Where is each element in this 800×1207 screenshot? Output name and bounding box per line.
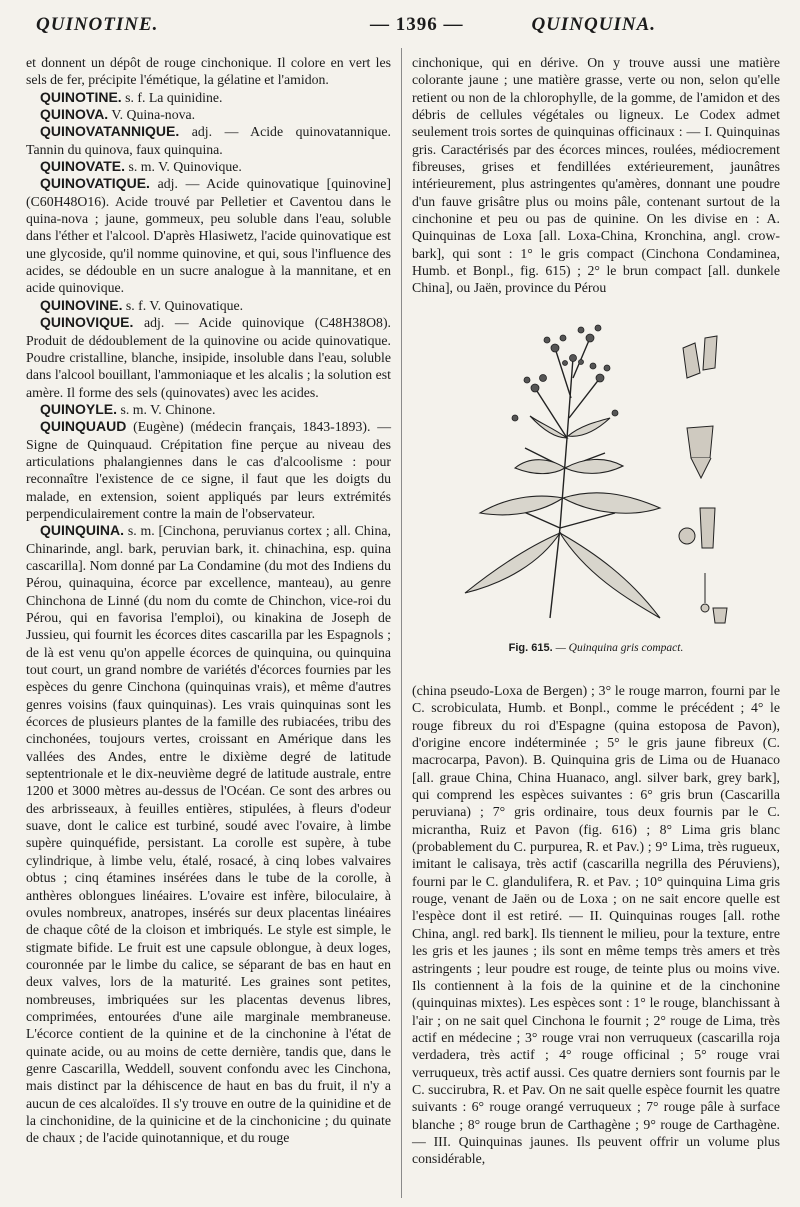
entry-body: V. Quina-nova. [108,107,196,123]
left-column [26,54,391,1147]
entry-body: s. m. V. Quinovique. [125,159,242,175]
entry-quinquina [26,522,391,1146]
header-left-entry: QUINOTINE. [36,14,159,35]
entry-quinovatannique [26,123,391,158]
entry-body: s. f. V. Quinovatique. [122,297,244,313]
entry-body: adj. — Acide quinovatique [quinovine] (C60H48O16). Acide trouvé par Pelletier et Caventou dans le quina-nova ; jaune, gommeux, peu soluble dans l'eau, soluble dans l'éther et l'alcool. D'après Hlasiwetz, l'acide quinovatique est une glycoside, qu'il nomme quinovine, et qui, sous l'influence des acides, se dédouble en un sucre analogue à la mannitane, et en acide quinovique. [26,176,391,296]
entry-head: QUINOVATANNIQUE. [40,123,180,140]
entry-head: QUINOYLE. [40,400,118,417]
entry-quinquaud [26,418,391,522]
entry-body: adj. — Acide quinovique (C48H38O8). Produit de dédoublement de la quinovine ou acide quinovatique. Poudre cristalline, blanche, insipide, insoluble dans l'eau, soluble dans l'alcool bouillant, l'ammoniaque et les alcalis ; la solution est amère. Il forme des sels (quinovates) avec les acides. [26,315,391,400]
continued-paragraph: (china pseudo-Loxa de Bergen) ; 3° le rouge marron, fourni par le C. scrobiculata, Humb. et Bonpl., comme le précédent ; 4° le rouge fibreux du roi d'Espagne (quina estoposa de Pavon), d'origine encore indéterminée ; 5° le gris jaune fibreux (C. macrocarpa, Pavon). B. Quinquina gris de Lima ou de Huanaco [all. graue China, China Huanaco, angl. silver bark, grey bark], qui comprend les espèces suivantes : 6° gris brun (Cascarilla peruviana) ; 7° gris ordinaire, tous deux fournis par le C. micrantha, Ruiz et Pavon (fig. 616) ; 8° Lima gris blanc (probablement du C. purpurea, R. et Pav.) ; 9° Lima, très rugueux, imitant le calisaya, très actif (cascarilla negrilla des Péruviens), fourni par le C. glandulifera, R. et Pav. ; 10° quinquina Lima gris rouge, venant de Jaën ou de Loxa ; on ne sait encore quelle est l'espèce dont il est retiré. — II. Quinquinas rouges [all. rothe China, angl. red bark]. Ils tiennent le milieu, pour la texture, entre les gris et les jaunes ; ils sont en même temps très amers et très astringents ; leur poudre est rouge, de teinte plus ou moins vive. Ils contiennent à la fois de la quinine et de la cinchonine (quinquinas mixtes). Les espèces sont : 1° le rouge, blanchissant à l'air ; on ne sait quel Cinchona le fournit ; 2° rouge de Lima, très actif en médecine ; 3° rouge vrai non verruqueux (cascarilla roja verdadera, très actif ; 4° rouge officinal ; 5° rouge vrai verruqueux, très actif aussi. Ces quatre derniers sont fournis par le C. succirubra, R. et Pav. On ne sait quelle espèce fournit les quatre suivants : 6° rouge orangé verruqueux ; 7° rouge pâle à surface blanche ; 8° rouge brun de Carthagène ; 9° rouge de Carthagène. — III. Quinquinas jaunes. Ils peuvent offrir un volume plus considérable, [412,683,780,1167]
caption-label: Fig. 615. [508,642,553,654]
entry-quinovatique [26,175,391,296]
entry-body: adj. — Acide quinovatannique. Tannin du quinova, faux quinquina. [26,124,391,157]
entry-head: QUINOVATIQUE. [40,175,150,192]
caption-text: — Quinquina gris compact. [552,642,684,654]
page-header [18,14,786,40]
entry-body: s. m. [Cinchona, peruvianus cortex ; all. China, Chinarinde, angl. bark, peruvian bark, it. chinachina, esp. quina cascarilla]. Nom donné par La Condamine (du mot des Indiens du Pérou, quinaquina, écorce par excellence, manteau), au genre Chinchona de Linné (du nom du comte de Chinchon, vice-roi du Pérou, qui en favorisa l'emploi), ou kinakina de Joseph de Jussieu, qui fournit les écorces dites cascarilla par les Espagnols ; de là est venu qu'on appelle écorces de quinquina, ou quinquina tout court, un grand nombre de variétés d'écorces fournies par les espèces du genre Cinchona (quinquinas vrais), et même d'autres genres voisins (faux quinquinas). Les vrais quinquinas sont les écorces de plusieurs plantes de la famille des rubiacées, tribu des cinchonées, toujours vertes, croissant en Amérique dans les vallées des Andes, entre le dixième degré de latitude septentrionale et le dix-neuvième degré de latitude australe, entre 1200 et 3000 mètres au-dessus de l'Océan. Ce sont des arbres ou des arbrisseaux, à feuilles entières, stipulées, à fleurs d'odeur suave, dont le calice est turbiné, soudé avec l'ovaire, à limbe supère quinquéfide, persistant. La corolle est supère, à tube cylindrique, à limbe velu, étalé, rosacé, à cinq lobes valvaires obtus ; cinq étamines insérées dans le tube de la corolle, à anthères oblongues linéaires. L'ovaire est infère, biloculaire, à ovules nombreux, anatropes, insérés sur deux placentas linéaires de chaque côté de la cloison et imbriqués. Le style est simple, le stigmate bifide. Le fruit est une capsule oblongue, à deux loges, couronnée par le limbe du calice, se séparant de bas en haut en deux valves, lors de la maturité. Les graines sont petites, nombreuses, imbriquées sur les placentas devenus libres, comprimées, entourées d'une aile marginale membraneuse. L'écorce contient de la quinine et de la cinchonine à l'état de quinate acide, ou au moins de cette dernière, tandis que, dans le genre Cascarilla, Weddell, souvent confondu avec les Cinchona, mais distinct par la déhiscence de haut en bas du fruit, il n'y a aucun de ces alcaloïdes. Il s'y trouve en outre de la quinidine et de la cinchonidine, de la quinicine et de la cinchonicine ; du quinate de chaux ; de l'acide quinotannique, et du rouge [26,523,391,1146]
entry-head: QUINOVIQUE. [40,314,134,331]
figure-caption [412,642,780,654]
entry-quinova [26,106,391,123]
right-column-top [412,54,780,297]
entry-head: QUINOVINE. [40,296,123,313]
entry-body: s. f. La quinidine. [121,89,223,105]
header-right-entry: QUINQUINA. [531,14,656,35]
cinchona-illustration [455,318,755,636]
entry-head: QUINQUAUD [40,418,127,435]
plant-engraving [455,318,755,636]
entry-quinovate [26,158,391,175]
continued-paragraph: cinchonique, qui en dérive. On y trouve aussi une matière colorante jaune ; une matière grasse, verte ou non, selon qu'elle retient ou non de la chlorophylle, de la gomme, de l'amidon et des débris de cellules végétales ou ligneux. Le Codex admet seulement trois sortes de quinquinas officinaux : — I. Quinquinas gris. Caractérisés par des écorces minces, roulées, médiocrement fibreuses, grises et fendillées extérieurement, jaunâtres intérieurement, plus astringentes qu'amères, donnant une poudre d'un fauve grisâtre plus ou moins pâle, contenant surtout de la cinchonine et peu ou pas de quinine. On les divise en : A. Quinquinas de Loxa [all. Loxa-China, Kronchina, angl. crow-bark], qui sont : 1° le gris compact (Cinchona Condaminea, Humb. et Bonpl., fig. 615) ; 2° le brun compact [all. dunkele China], ou Jaën, province du Pérou [412,55,780,296]
entry-quinoyle [26,401,391,418]
entry-quinovique [26,314,391,401]
entry-head: QUINQUINA. [40,522,124,539]
entry-body: (Eugène) (médecin français, 1843-1893). — Signe de Quinquaud. Crépitation fine perçue au niveau des articulations phalangiennes dans le cas d'alcoolisme : pour reconnaître l'existence de ce signe, il faut que les doigts du malade, en extension, soient appliqués par leurs extrémités perpendiculairement contre la main de l'observateur. [26,419,391,521]
column-divider [401,48,402,1198]
continued-paragraph: et donnent un dépôt de rouge cinchonique. Il colore en vert les sels de fer, précipite l'émétique, la gélatine et l'amidon. [26,55,391,88]
entry-quinotine [26,89,391,106]
entry-head: QUINOTINE. [40,88,122,105]
page-number: — 1396 — [370,14,464,35]
entry-head: QUINOVA. [40,106,109,123]
entry-quinovine [26,297,391,314]
right-column-bottom [412,682,780,1168]
entry-head: QUINOVATE. [40,158,126,175]
entry-body: s. m. V. Chinone. [117,401,216,417]
